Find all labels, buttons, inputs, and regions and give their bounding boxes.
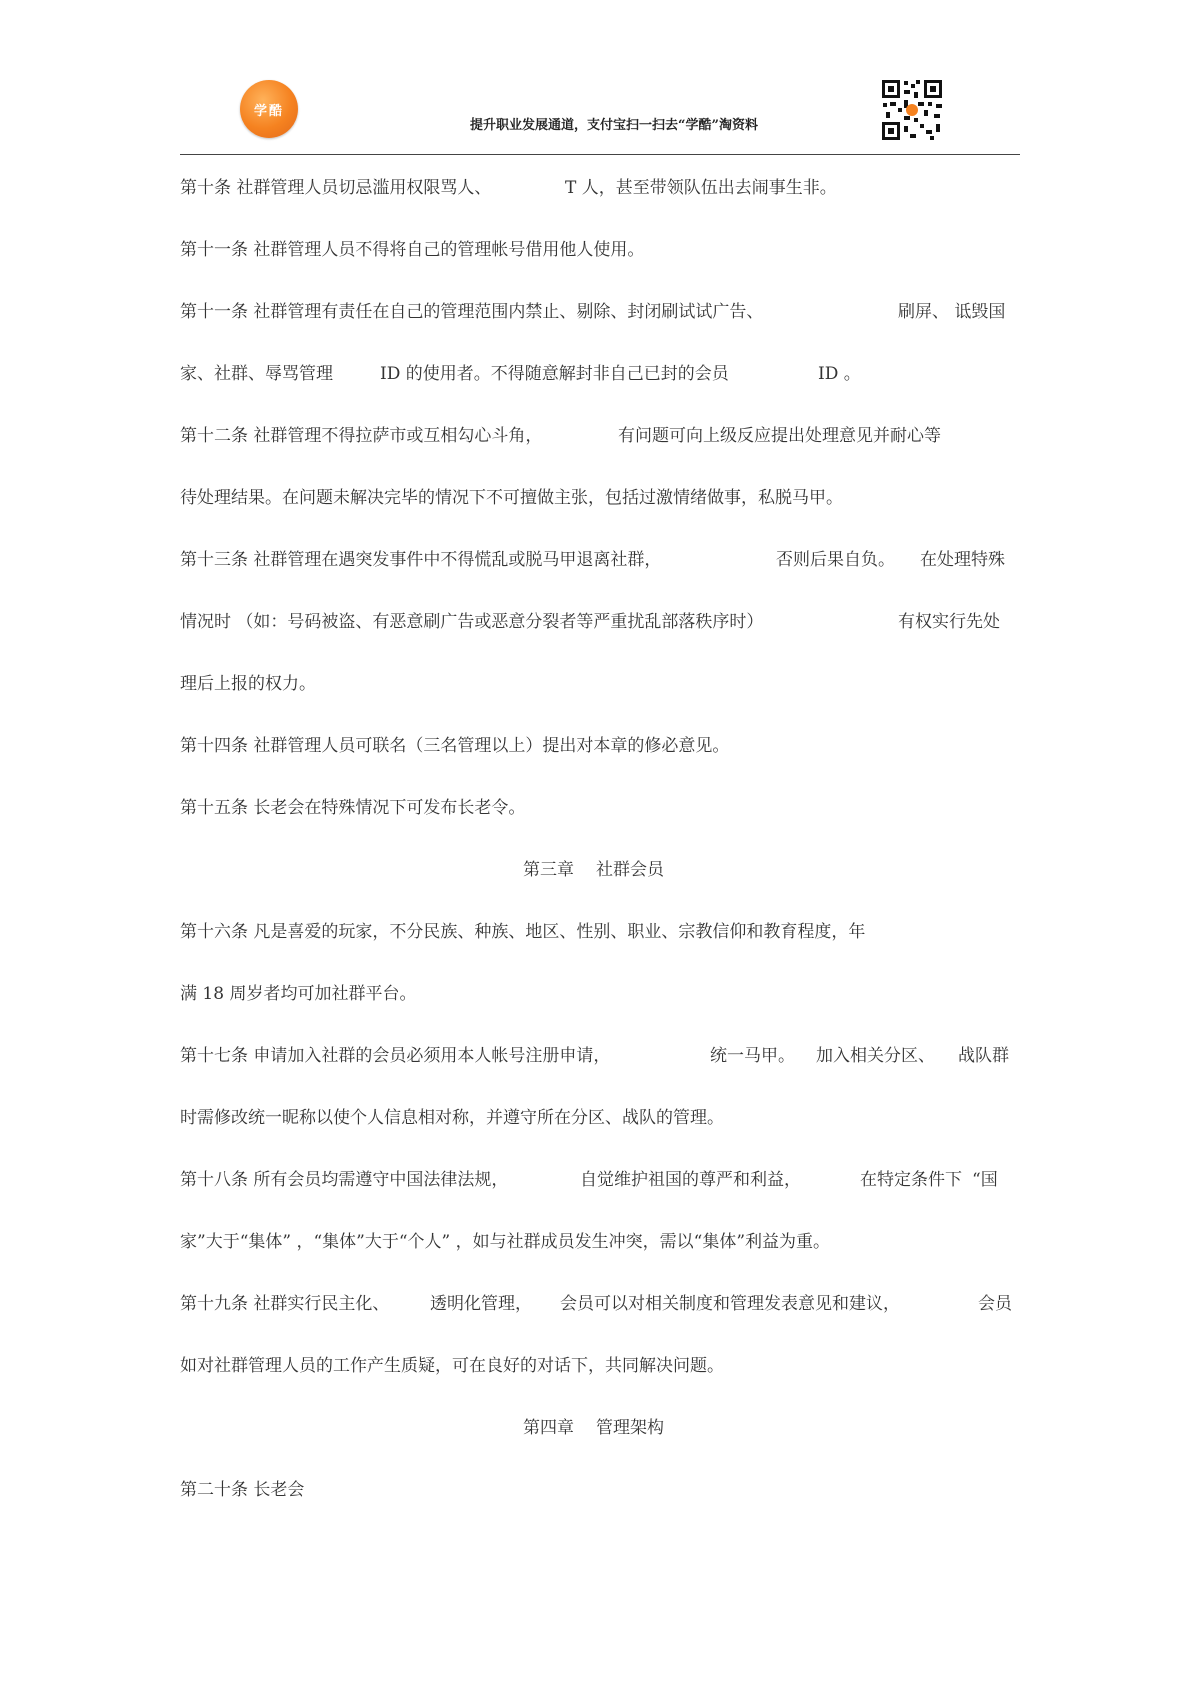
text-segment: 有问题可向上级反应提出处理意见并耐心等	[618, 426, 941, 446]
text-segment: 理后上报的权力。	[180, 674, 316, 694]
text-segment: 加入相关分区、	[816, 1046, 935, 1066]
article-15	[180, 793, 1020, 855]
chapter-4-heading	[180, 1413, 1020, 1475]
text-segment: 第十九条 社群实行民主化、	[180, 1294, 390, 1314]
text-segment: ID 的使用者。不得随意解封非自己已封的会员	[380, 364, 729, 384]
text-segment: 透明化管理，	[430, 1294, 532, 1314]
text-segment: 第十七条 申请加入社群的会员必须用本人帐号注册申请，	[180, 1046, 611, 1066]
article-11a	[180, 235, 1020, 297]
article-17-cont	[180, 1103, 1020, 1165]
text-segment: 满 18 周岁者均可加社群平台。	[180, 984, 417, 1004]
text-segment: 会员	[978, 1294, 1012, 1314]
text-segment: 时需修改统一昵称以使个人信息相对称，并遵守所在分区、战队的管理。	[180, 1108, 724, 1128]
article-12	[180, 421, 1020, 483]
text-segment: 第十八条 所有会员均需遵守中国法律法规，	[180, 1170, 509, 1190]
xueku-logo	[240, 80, 298, 138]
text-segment: 第十二条 社群管理不得拉萨市或互相勾心斗角，	[180, 426, 543, 446]
article-19	[180, 1289, 1020, 1351]
text-segment: 第十一条 社群管理有责任在自己的管理范围内禁止、剔除、封闭刷试试广告、	[180, 302, 764, 322]
article-14	[180, 731, 1020, 793]
text-segment: ID 。	[818, 364, 861, 384]
text-segment: 家、社群、辱骂管理	[180, 364, 333, 384]
article-10	[180, 173, 1020, 235]
qr-code-icon	[880, 78, 944, 142]
chapter-number: 第四章	[523, 1418, 574, 1438]
text-segment: 待处理结果。在问题未解决完毕的情况下不可擅做主张，包括过激情绪做事，私脱马甲。	[180, 488, 843, 508]
article-11b	[180, 297, 1020, 359]
article-18-cont	[180, 1227, 1020, 1289]
text-segment: “国	[972, 1170, 998, 1190]
text-segment: 第十六条 凡是喜爱的玩家，不分民族、种族、地区、性别、职业、宗教信仰和教育程度，年	[180, 922, 866, 942]
article-18	[180, 1165, 1020, 1227]
text-segment: 统一马甲。	[710, 1046, 795, 1066]
text-segment: 第十三条 社群管理在遇突发事件中不得慌乱或脱马甲退离社群，	[180, 550, 662, 570]
chapter-number: 第三章	[523, 860, 574, 880]
article-20	[180, 1475, 1020, 1537]
header-slogan: 提升职业发展通道，支付宝扫一扫去“学酷”淘资料	[470, 118, 758, 133]
text-segment: 刷屏、 诋毁国	[898, 302, 1006, 322]
article-16	[180, 917, 1020, 979]
article-13-cont	[180, 607, 1020, 669]
text-segment: 第十一条 社群管理人员不得将自己的管理帐号借用他人使用。	[180, 240, 645, 260]
text-segment: T 人，甚至带领队伍出去闹事生非。	[565, 178, 837, 198]
text-segment: 在特定条件下	[860, 1170, 962, 1190]
chapter-3-heading	[180, 855, 1020, 917]
article-13-end	[180, 669, 1020, 731]
article-11b-cont	[180, 359, 1020, 421]
chapter-title: 社群会员	[596, 860, 664, 880]
article-12-cont	[180, 483, 1020, 545]
text-segment: 否则后果自负。	[776, 550, 895, 570]
text-segment: 第十四条 社群管理人员可联名（三名管理以上）提出对本章的修必意见。	[180, 736, 730, 756]
logo-text: 学酷	[253, 103, 284, 119]
text-segment: 会员可以对相关制度和管理发表意见和建议，	[560, 1294, 900, 1314]
text-segment: 在处理特殊	[920, 550, 1005, 570]
article-19-cont	[180, 1351, 1020, 1413]
text-segment: 第二十条 长老会	[180, 1480, 305, 1500]
text-segment: 有权实行先处	[898, 612, 1000, 632]
article-17	[180, 1041, 1020, 1103]
text-segment: 自觉维护祖国的尊严和利益，	[580, 1170, 801, 1190]
text-segment: 战队群	[958, 1046, 1009, 1066]
document-body	[180, 173, 1020, 1537]
article-13	[180, 545, 1020, 607]
text-segment: 如对社群管理人员的工作产生质疑，可在良好的对话下，共同解决问题。	[180, 1356, 724, 1376]
chapter-title: 管理架构	[596, 1418, 664, 1438]
article-16-cont	[180, 979, 1020, 1041]
page-header	[180, 78, 1020, 155]
text-segment: 家”大于“集体” ，“集体”大于“个人” ，如与社群成员发生冲突，需以“集体”利益为重。	[180, 1232, 831, 1252]
text-segment: 第十条 社群管理人员切忌滥用权限骂人、	[180, 178, 492, 198]
text-segment: 情况时 （如：号码被盗、有恶意刷广告或恶意分裂者等严重扰乱部落秩序时）	[180, 612, 764, 632]
text-segment: 第十五条 长老会在特殊情况下可发布长老令。	[180, 798, 526, 818]
